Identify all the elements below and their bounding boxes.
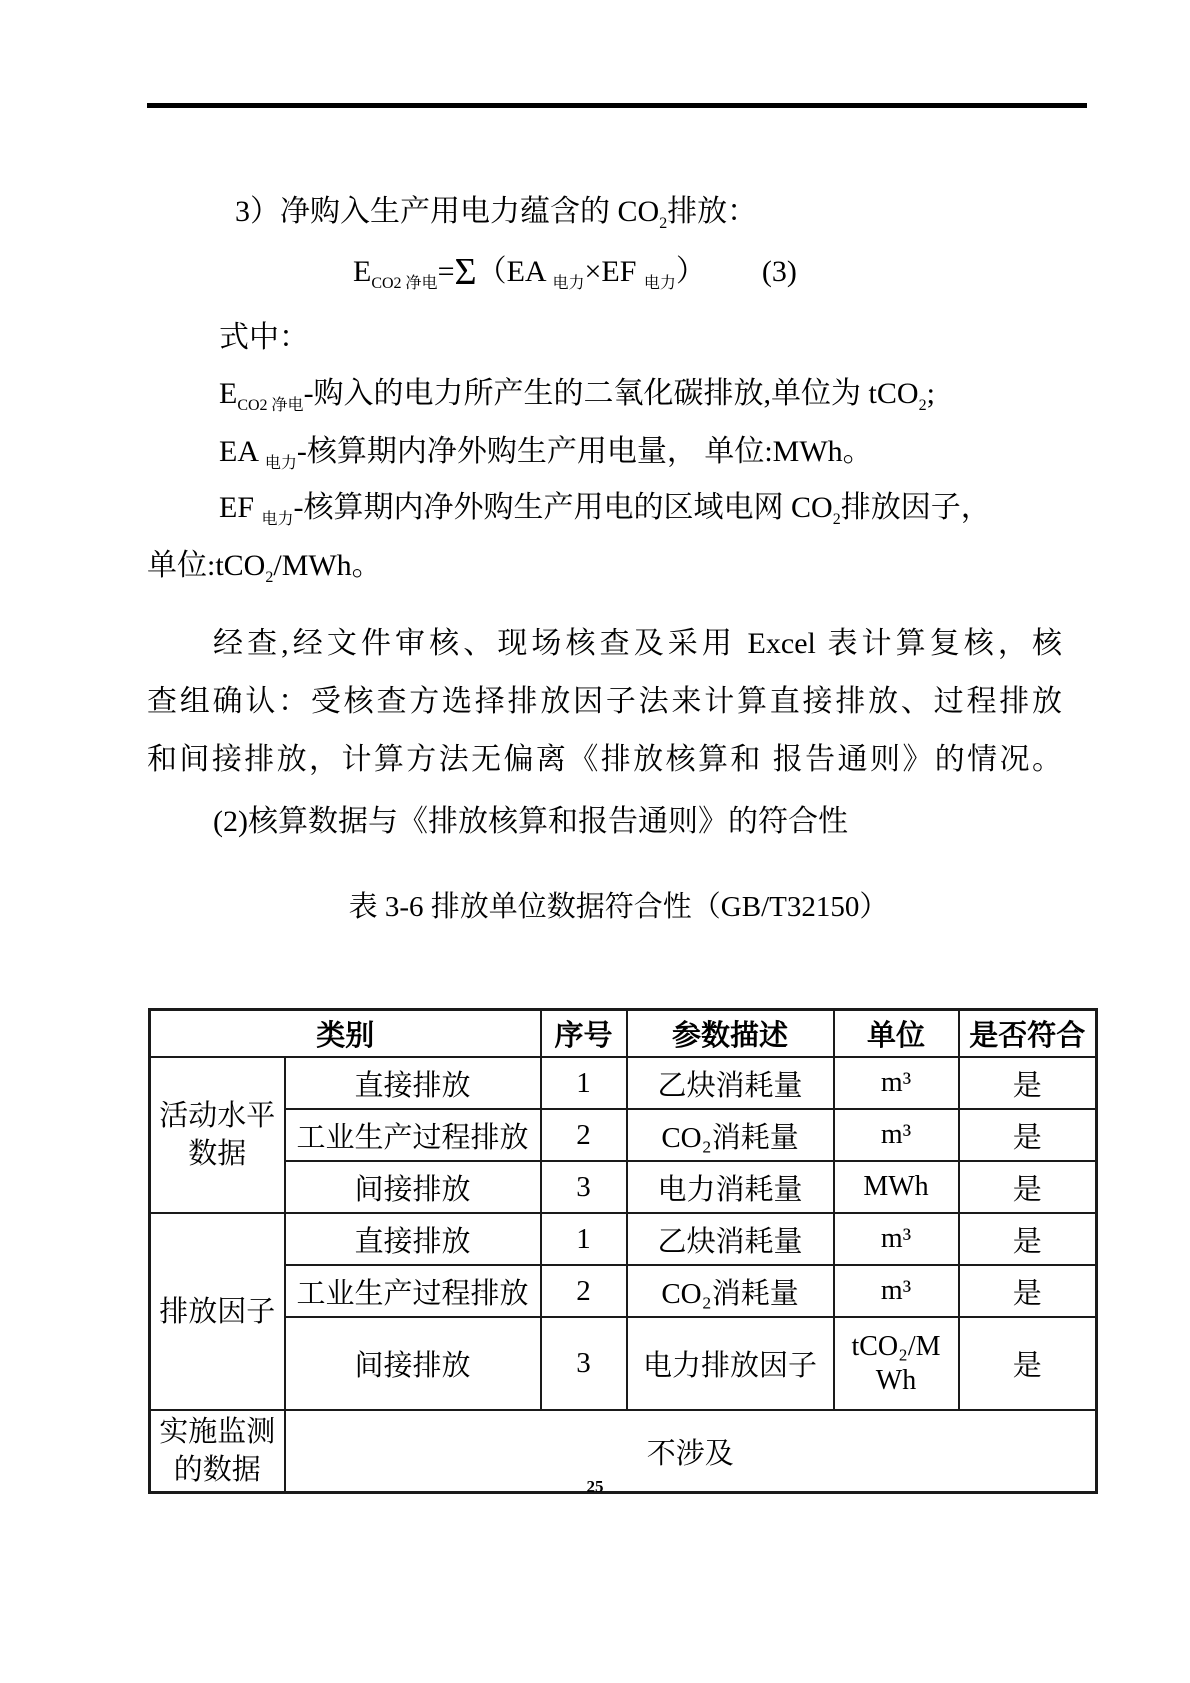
param-cell: 乙炔消耗量 bbox=[627, 1213, 834, 1265]
header-cell-category: 类别 bbox=[150, 1010, 541, 1058]
group-label-cell: 排放因子 bbox=[150, 1213, 285, 1410]
compliant-cell: 是 bbox=[959, 1109, 1097, 1161]
group-label-cell: 实施监测的数据 bbox=[150, 1410, 285, 1493]
serial-cell: 1 bbox=[541, 1213, 627, 1265]
header-cell-compliant: 是否符合 bbox=[959, 1010, 1097, 1058]
formula-subscript-1: 电力 bbox=[552, 275, 585, 292]
category-cell: 工业生产过程排放 bbox=[285, 1109, 541, 1161]
definition-line-1 bbox=[147, 374, 1162, 414]
unit-cell: tCO₂/MWh bbox=[834, 1317, 959, 1410]
formula-lhs: E bbox=[353, 255, 372, 288]
unit-cell: m³ bbox=[834, 1213, 959, 1265]
item-heading-tail: 排放： bbox=[667, 195, 758, 228]
serial-cell: 2 bbox=[541, 1265, 627, 1317]
param-cell: 电力排放因子 bbox=[627, 1317, 834, 1410]
serial-cell: 2 bbox=[541, 1109, 627, 1161]
group-label-cell: 活动水平数据 bbox=[150, 1057, 285, 1213]
def1-text: -购入的电力所产生的二氧化碳排放,单位为 tCO bbox=[303, 377, 919, 410]
category-cell: 间接排放 bbox=[285, 1317, 541, 1410]
unit-cell: MWh bbox=[834, 1161, 959, 1213]
table-caption: 表 3-6 排放单位数据符合性（GB/T32150） bbox=[348, 891, 889, 923]
category-cell: 直接排放 bbox=[285, 1213, 541, 1265]
def4-tail: /MWh。 bbox=[273, 549, 382, 582]
formula-open-term: （EA bbox=[476, 255, 545, 288]
def1-subscript-2: 2 bbox=[918, 397, 927, 414]
note-cell: 不涉及 bbox=[285, 1410, 1097, 1493]
def4-text: 单位:tCO bbox=[147, 549, 266, 582]
def1-subscript: CO2 净电 bbox=[237, 397, 304, 414]
def2-text: -核算期内净外购生产用电量， 单位:MWh。 bbox=[296, 435, 873, 468]
serial-cell: 1 bbox=[541, 1057, 627, 1109]
table-row bbox=[150, 1265, 1097, 1317]
definition-line-3 bbox=[147, 488, 1162, 528]
table-row bbox=[150, 1161, 1097, 1213]
paragraph-line-3: 和间接排放，计算方法无偏离《排放核算和 报告通则》的情况。 bbox=[147, 743, 1062, 776]
def1-symbol: E bbox=[219, 377, 238, 410]
def2-subscript: 电力 bbox=[264, 455, 297, 472]
table-row bbox=[150, 1317, 1097, 1410]
def3-text: -核算期内净外购生产用电的区域电网 CO bbox=[293, 491, 833, 524]
compliant-cell: 是 bbox=[959, 1265, 1097, 1317]
param-cell: CO₂消耗量 bbox=[627, 1109, 834, 1161]
compliant-cell: 是 bbox=[959, 1213, 1097, 1265]
compliance-table bbox=[148, 1008, 1098, 1494]
equation-number: (3) bbox=[761, 255, 797, 288]
table-row bbox=[150, 1057, 1097, 1109]
table-row bbox=[150, 1109, 1097, 1161]
paragraph-line-2: 查组确认：受核查方选择排放因子法来计算直接排放、过程排放 bbox=[147, 685, 1062, 718]
definition-line-4 bbox=[147, 546, 1090, 586]
header-cell-param: 参数描述 bbox=[627, 1010, 834, 1058]
header-cell-unit: 单位 bbox=[834, 1010, 959, 1058]
def4-subscript: 2 bbox=[265, 569, 274, 586]
unit-cell: m³ bbox=[834, 1265, 959, 1317]
def1-tail: ; bbox=[926, 377, 935, 410]
subscript: 2 bbox=[659, 215, 668, 232]
section-subheading: (2)核算数据与《排放核算和报告通则》的符合性 bbox=[213, 805, 848, 838]
param-cell: 电力消耗量 bbox=[627, 1161, 834, 1213]
unit-cell: m³ bbox=[834, 1057, 959, 1109]
def3-tail: 排放因子， bbox=[840, 491, 991, 524]
formula-subscript-2: 电力 bbox=[643, 275, 676, 292]
header-cell-no: 序号 bbox=[541, 1010, 627, 1058]
table-row bbox=[150, 1213, 1097, 1265]
formula bbox=[147, 252, 1190, 292]
header-rule bbox=[147, 103, 1087, 108]
definition-line-2 bbox=[147, 432, 1162, 472]
compliant-cell: 是 bbox=[959, 1161, 1097, 1213]
paragraph-line-1: 经查,经文件审核、现场核查及采用 Excel 表计算复核，核 bbox=[213, 627, 1062, 660]
compliant-cell: 是 bbox=[959, 1057, 1097, 1109]
formula-equals: = bbox=[437, 255, 455, 288]
formula-times-term: ×EF bbox=[584, 255, 637, 288]
def2-symbol: EA bbox=[219, 435, 258, 468]
item-heading-text: 3）净购入生产用电力蕴含的 CO bbox=[235, 195, 660, 228]
category-cell: 间接排放 bbox=[285, 1161, 541, 1213]
serial-cell: 3 bbox=[541, 1317, 627, 1410]
compliant-cell: 是 bbox=[959, 1317, 1097, 1410]
sigma-symbol: Σ bbox=[454, 251, 477, 293]
formula-close-paren: ） bbox=[675, 255, 706, 288]
def3-symbol: EF bbox=[219, 491, 255, 524]
category-cell: 直接排放 bbox=[285, 1057, 541, 1109]
def3-subscript-2: 2 bbox=[832, 511, 841, 528]
def3-subscript: 电力 bbox=[261, 511, 294, 528]
item-heading bbox=[147, 192, 1178, 232]
param-cell: 乙炔消耗量 bbox=[627, 1057, 834, 1109]
param-cell: CO₂消耗量 bbox=[627, 1265, 834, 1317]
formula-lhs-subscript: CO2 净电 bbox=[371, 275, 438, 292]
page-number: 25 bbox=[586, 1477, 604, 1496]
where-label: 式中： bbox=[219, 321, 309, 354]
serial-cell: 3 bbox=[541, 1161, 627, 1213]
category-cell: 工业生产过程排放 bbox=[285, 1265, 541, 1317]
unit-cell: m³ bbox=[834, 1109, 959, 1161]
